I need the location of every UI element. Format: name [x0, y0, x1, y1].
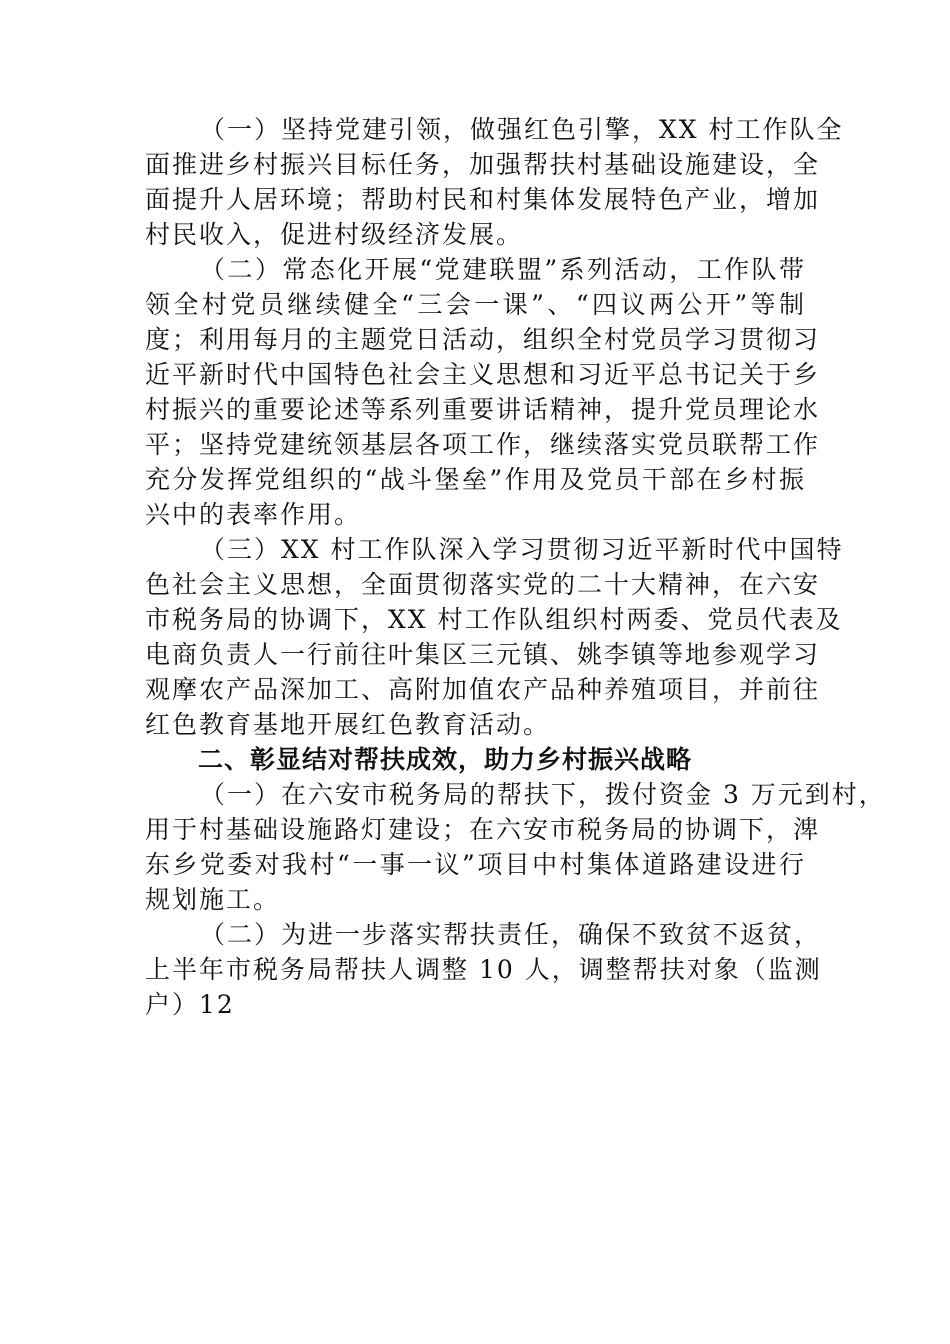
paragraph-line: 平；坚持党建统领基层各项工作，继续落实党员联帮工作	[145, 430, 821, 459]
paragraph-line: （二）为进一步落实帮扶责任，确保不致贫不返贫，	[200, 920, 822, 949]
paragraph-2	[145, 252, 821, 532]
section-heading: 二、彰显结对帮扶成效，助力乡村振兴战略	[198, 745, 693, 774]
paragraph-line: 电商负责人一行前往叶集区三元镇、姚李镇等地参观学习	[145, 640, 821, 669]
paragraph-line: 户）12	[145, 990, 235, 1019]
paragraph-line: 度；利用每月的主题党日活动，组织全村党员学习贯彻习	[145, 325, 821, 354]
paragraph-line: （二）常态化开展“党建联盟”系列活动，工作队带	[200, 255, 806, 284]
paragraph-line: 市税务局的协调下，XX 村工作队组织村两委、党员代表及	[145, 605, 843, 634]
paragraph-line: 面推进乡村振兴目标任务，加强帮扶村基础设施建设，全	[145, 150, 821, 179]
paragraph-line: 观摩农产品深加工、高附加值农产品种养殖项目，并前往	[145, 675, 821, 704]
paragraph-line: 红色教育基地开展红色教育活动。	[145, 710, 551, 739]
paragraph-3	[145, 532, 844, 742]
paragraph-1	[145, 112, 844, 252]
paragraph-line: 近平新时代中国特色社会主义思想和习近平总书记关于乡	[145, 360, 821, 389]
paragraph-4	[145, 777, 886, 917]
paragraph-line: 东乡党委对我村“一事一议”项目中村集体道路建设进行	[145, 850, 806, 879]
paragraph-5	[145, 917, 822, 1022]
paragraph-line: 充分发挥党组织的“战斗堡垒”作用及党员干部在乡村振	[145, 465, 806, 494]
paragraph-line: 面提升人居环境；帮助村民和村集体发展特色产业，增加	[145, 185, 821, 214]
paragraph-line: 规划施工。	[145, 885, 281, 914]
paragraph-line: 领全村党员继续健全“三会一课”、“四议两公开”等制	[145, 290, 806, 319]
paragraph-line: （三）XX 村工作队深入学习贯彻习近平新时代中国特	[200, 535, 844, 564]
document-body	[145, 112, 886, 1022]
paragraph-line: 村振兴的重要论述等系列重要讲话精神，提升党员理论水	[145, 395, 821, 424]
paragraph-line: 上半年市税务局帮扶人调整 10 人，调整帮扶对象（监测	[145, 955, 822, 984]
paragraph-line: 村民收入，促进村级经济发展。	[145, 220, 524, 249]
paragraph-line: 色社会主义思想，全面贯彻落实党的二十大精神，在六安	[145, 570, 821, 599]
paragraph-line: 用于村基础设施路灯建设；在六安市税务局的协调下，渒	[145, 815, 821, 844]
paragraph-line: （一）在六安市税务局的帮扶下，拨付资金 3 万元到村，	[200, 780, 886, 809]
paragraph-line: 兴中的表率作用。	[145, 500, 362, 529]
paragraph-line: （一）坚持党建引领，做强红色引擎，XX 村工作队全	[200, 115, 844, 144]
